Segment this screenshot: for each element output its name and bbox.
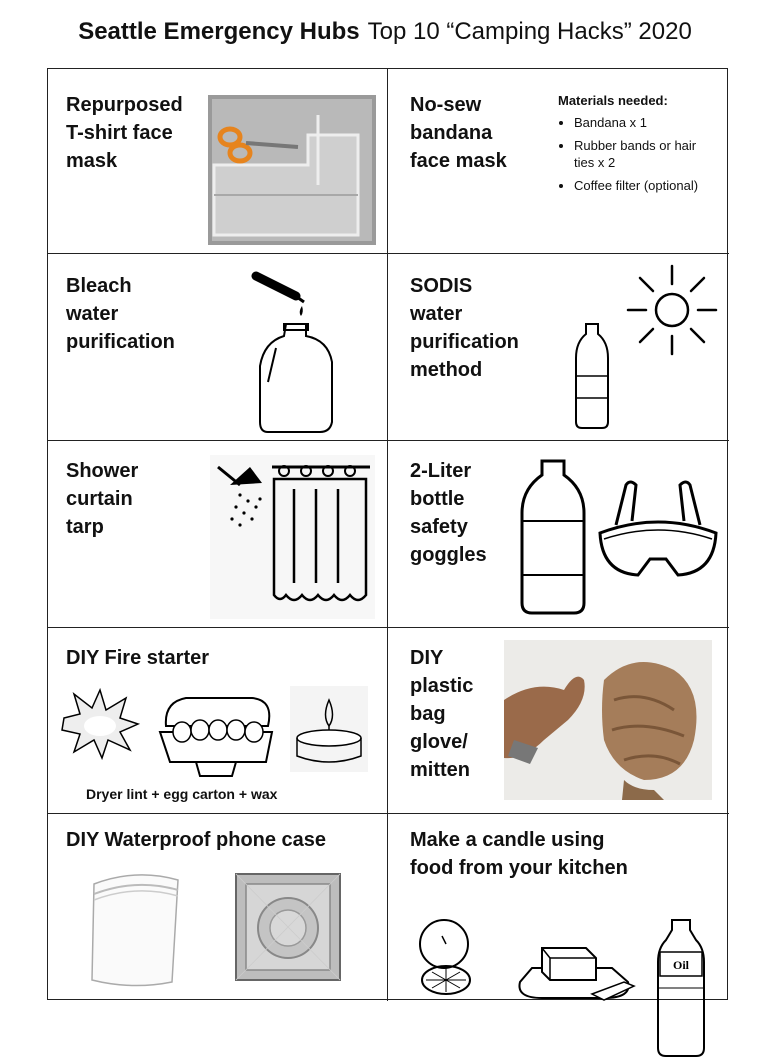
material-item: • Coffee filter (optional): [574, 177, 718, 194]
cell-heading: Bleach water purification: [66, 275, 175, 353]
egg-carton-icon: [156, 692, 276, 780]
cell-bandana-mask: [388, 69, 729, 254]
material-item: • Bandana x 1: [574, 114, 718, 131]
oil-bottle-icon: [654, 918, 708, 1060]
cell-heading: Repurposed T-shirt face mask: [66, 94, 183, 172]
cell-shower-curtain-tarp: [48, 441, 388, 628]
cell-heading: Shower curtain tarp: [66, 460, 139, 538]
cell-heading: DIY Fire starter: [66, 647, 210, 669]
orange-icon: [414, 918, 476, 1000]
title-subtitle: Top 10 “Camping Hacks” 2020: [367, 18, 692, 45]
zip-bag-icon: [86, 870, 186, 990]
cell-waterproof-phone-case: [48, 814, 388, 1001]
cell-bottle-goggles: [388, 441, 729, 628]
water-bottle-icon: [572, 322, 612, 430]
tealight-candle-icon: [290, 686, 368, 772]
cell-heading: DIY plastic bag glove/ mitten: [410, 647, 474, 781]
butter-dish-icon: [512, 942, 642, 1004]
cell-sodis-purification: [388, 254, 729, 441]
cell-heading: SODIS water purification method: [410, 275, 519, 381]
hacks-grid: [47, 68, 728, 1000]
materials-list: [558, 93, 718, 200]
cell-heading: Make a candle using food from your kitchen: [410, 829, 628, 879]
safety-goggles-icon: [596, 477, 720, 585]
cell-heading: No-sew bandana face mask: [410, 94, 507, 172]
tshirt-scissors-photo: [208, 95, 376, 245]
sun-icon: [624, 262, 720, 358]
material-item: • Rubber bands or hair ties x 2: [574, 137, 718, 171]
cell-bleach-purification: [48, 254, 388, 441]
oil-label: Oil: [672, 958, 690, 972]
cell-kitchen-candle: [388, 814, 729, 1001]
title-org: Seattle Emergency Hubs: [78, 18, 360, 45]
fire-starter-caption: Dryer lint + egg carton + wax: [86, 786, 278, 802]
cell-heading: DIY Waterproof phone case: [66, 829, 327, 851]
two-liter-bottle-icon: [518, 457, 588, 617]
page-title: [0, 18, 770, 46]
materials-title: Materials needed:: [558, 93, 668, 108]
dropper-jug-icon: [246, 262, 366, 437]
dryer-lint-icon: [60, 688, 140, 760]
shower-curtain-icon: [210, 455, 375, 619]
sealed-pouch-icon: [234, 872, 342, 982]
bag-glove-photo: [504, 640, 712, 800]
cell-heading: 2-Liter bottle safety goggles: [410, 460, 487, 566]
cell-fire-starter: [48, 628, 388, 814]
cell-plastic-bag-glove: [388, 628, 729, 814]
cell-tshirt-mask: [48, 69, 388, 254]
